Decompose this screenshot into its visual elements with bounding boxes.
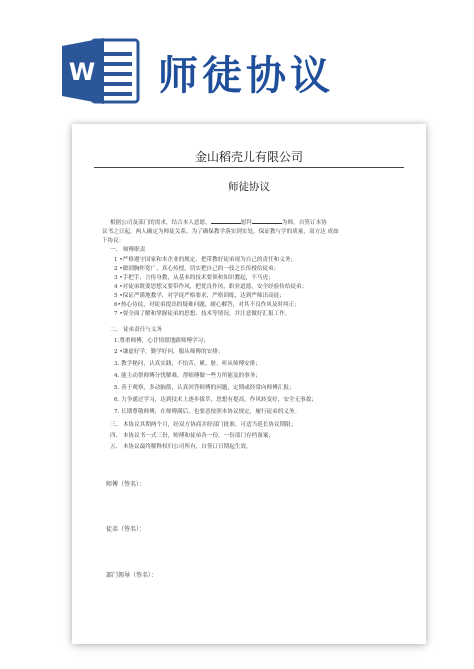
company-name: 金山稻壳儿有限公司 <box>194 150 303 164</box>
list-item: 3 •手把手，言传身教，从基本的技术要领和知识教起，不马虎； <box>114 275 274 281</box>
intro-line-1 <box>110 218 327 226</box>
document-title: 师徒协议 <box>228 181 270 193</box>
apprentice-signature-label: 徒弟（签名）： <box>106 526 146 533</box>
intro-line-2: 议书之日起，两人确定为师徒关系。为了确保教学落实到实处，保证教与学的质量，双方达 成如 <box>102 229 339 235</box>
terms-item: 五、 本协议最终解释权归公司所有，自签订日期起生效。 <box>110 444 252 450</box>
intro-text-c: 为师，自签订本协 <box>281 220 327 226</box>
list-item: 7 •要全面了解和掌握徒弟的思想、技术等情况，并注意做好汇报工作。 <box>114 311 291 317</box>
list-item: 5. 善于观察，多动脑筋，认真回答师傅的问题，定期或经常向师傅汇报； <box>114 385 295 391</box>
department-leader-signature-label: 部门领导（签名）： <box>106 572 158 579</box>
document-page <box>72 124 426 644</box>
list-item: 4. 能主动帮师傅分忧解难，帮师傅做一些力所能及的事务； <box>114 373 261 379</box>
intro-text-a: 根据公司及部门的需求，结合本人意愿， <box>110 220 211 226</box>
word-document-icon <box>62 38 140 104</box>
list-item: 1.尊重师傅，心甘情愿地跟师傅学习； <box>114 338 209 344</box>
header-divider <box>94 167 404 168</box>
blank-field[interactable] <box>252 218 282 224</box>
section1-heading: 一、 师傅职责 <box>110 247 146 253</box>
list-item: 2 •谦虚好学，勤学好问，服从师傅的安排； <box>114 349 224 355</box>
list-item: 6•热心待徒，对徒弟提出的疑难问题，耐心解答，对其不良作风及时纠正； <box>114 302 300 308</box>
list-item: 5 •保证严谨地教学，对学徒严格要求，严格训练，达到严师出高徒； <box>114 293 285 299</box>
list-item: 1 •严格遵守国家和本企业的规定，把带教好徒弟视为自己的责任和义务； <box>114 257 297 263</box>
word-logo-letter: W <box>68 58 96 86</box>
list-item: 4 •对徒弟既要思想又要带作风，把优良作风，职业道德，安全经验传给徒弟； <box>114 284 308 290</box>
list-item: 7. 长期尊敬师傅，在师傅满后，也要意按照本协议规定，履行徒弟的义务。 <box>114 409 301 415</box>
intro-line-3: 下协议： <box>102 238 125 244</box>
list-item: 3. 教学秘问，认真实践，不怕苦，累、脏，听从师傅安排； <box>114 361 261 367</box>
banner-title: 师徒协议 <box>158 53 334 99</box>
master-signature-label: 师傅（签名）： <box>106 481 146 488</box>
section2-heading: 二、 徒弟责任与义务 <box>110 327 163 333</box>
terms-item: 三、 本协议其期两个月，经双方协商并经部门批准，可适当延长协议期限； <box>110 422 297 428</box>
list-item: 2 •做到胸怀宽广，真心传授，切实把自己的一技之长传授给徒弟； <box>114 266 280 272</box>
blank-field[interactable] <box>211 218 241 224</box>
list-item: 6. 力争通过学习，达到技术上逐步拔萃，思想有提高，作风转变好，安全无事故； <box>114 397 317 403</box>
terms-item: 四、 本协议书一式三份，师傅和徒弟各一份，一份部门存档备案； <box>110 433 274 439</box>
intro-text-b: 愿拜 <box>240 220 252 226</box>
